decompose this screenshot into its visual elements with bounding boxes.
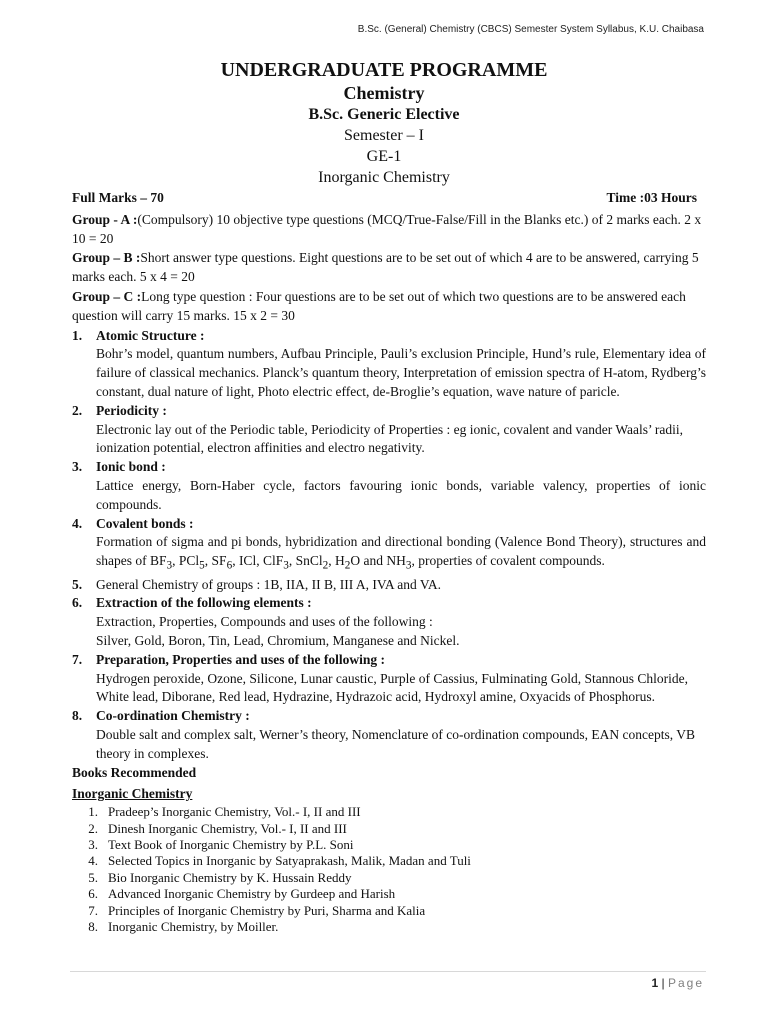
- book-number: 8.: [88, 919, 98, 935]
- group-b-label: Group – B :: [72, 250, 141, 266]
- topic-number: 1.: [72, 327, 83, 343]
- programme-title: UNDERGRADUATE PROGRAMME: [220, 59, 548, 81]
- book-item: [72, 837, 706, 853]
- chemical-formula: PCl$_5$: [178, 553, 205, 572]
- topic-number: 6.: [72, 595, 83, 611]
- topic-number: 2.: [72, 402, 83, 418]
- topic-coordination: [72, 707, 706, 763]
- formula-h2o: $H_2O$: [334, 553, 361, 572]
- covalent-text-end: , properties of covalent compounds.: [411, 553, 605, 569]
- semester-title: Semester – I: [344, 127, 424, 144]
- syllabus-content: [72, 189, 706, 935]
- chemical-formula: ClF$_3$: [262, 553, 289, 572]
- book-number: 1.: [88, 804, 98, 820]
- chemical-formula: ICl: [238, 553, 257, 569]
- topic-description: General Chemistry of groups : 1B, IIA, II B, III A, IVA and VA.: [96, 576, 441, 592]
- running-header: B.Sc. (General) Chemistry (CBCS) Semester System Syllabus, K.U. Chaibasa: [357, 24, 704, 35]
- group-c-text: Long type question : Four questions are to be set out of which two questions are to be answered each question will carry 15 marks. 15 x 2 = 30: [72, 288, 686, 323]
- book-title: Text Book of Inorganic Chemistry by P.L. Soni: [108, 837, 354, 852]
- topic-number: 5.: [72, 576, 83, 592]
- full-marks: Full Marks – 70: [72, 190, 164, 205]
- page-separator: |: [658, 976, 668, 990]
- group-a: [72, 211, 706, 249]
- book-number: 2.: [88, 820, 98, 836]
- topic-description: Electronic lay out of the Periodic table, Periodicity of Properties : eg ionic, covalent and vander Waals’ radii, ionization potential, electron affinities and electro negativity.: [96, 421, 683, 456]
- topic-covalent-bonds: [72, 515, 706, 576]
- topic-title: Atomic Structure :: [96, 327, 205, 343]
- and-word: and: [363, 553, 383, 569]
- formula-list: $BF_3$, PCl$_5$, $SF_6$, ICl, ClF$_3$, SnCl$_2$,: [150, 553, 335, 572]
- formula-nh3: $NH_3$: [386, 553, 412, 572]
- book-title: Inorganic Chemistry, by Moiller.: [108, 919, 279, 935]
- topic-extraction: [72, 594, 706, 650]
- topic-number: 3.: [72, 459, 83, 475]
- topic-group-chemistry: [72, 576, 706, 595]
- book-number: 4.: [88, 853, 98, 869]
- book-item: [72, 853, 706, 869]
- page-footer: [651, 976, 704, 990]
- topic-title: Preparation, Properties and uses of the following :: [96, 651, 385, 667]
- book-item: [72, 821, 706, 837]
- topic-description: Bohr’s model, quantum numbers, Aufbau Principle, Pauli’s exclusion Principle, Hund’s rule, Elementary idea of failure of classical mechanics. Planck’s quantum theory, Interpretation of emission spectra of H-atom, Rydberg’s constant, dual nature of light, Photo electric effect, de-Broglie’s equation, wave nature of paricle.: [96, 346, 706, 399]
- book-number: 5.: [88, 869, 98, 885]
- book-number: 3.: [88, 837, 98, 852]
- paper-title: Inorganic Chemistry: [318, 169, 450, 186]
- footer-divider: [70, 971, 706, 972]
- book-item: [72, 919, 706, 935]
- topic-description: Double salt and complex salt, Werner’s theory, Nomenclature of co-ordination compounds, EAN concepts, VB theory in complexes.: [96, 727, 696, 761]
- group-b: [72, 249, 706, 287]
- covalent-text-start: Formation of sigma and pi bonds, hybridization and directional bonding (Valence Bond Theory), structures and shapes of: [96, 534, 706, 569]
- book-number: 7.: [88, 902, 98, 918]
- topic-title: Ionic bond :: [96, 459, 166, 475]
- chemical-formula: SnCl$_2$: [295, 553, 329, 572]
- books-subheading: Inorganic Chemistry: [72, 786, 193, 802]
- book-title: Dinesh Inorganic Chemistry, Vol.- I, II and III: [108, 820, 347, 836]
- book-list: [72, 804, 706, 935]
- group-c: [72, 288, 706, 326]
- topic-title: Covalent bonds :: [96, 515, 194, 531]
- book-title: Bio Inorganic Chemistry by K. Hussain Reddy: [108, 869, 352, 885]
- book-item: [72, 903, 706, 919]
- subject-title: Chemistry: [343, 83, 425, 103]
- group-b-text: Short answer type questions. Eight questions are to be set out of which 4 are to be answered, carrying 5 marks each. 5 x 4 = 20: [72, 250, 699, 285]
- marks-row: [72, 189, 706, 208]
- page-word: Page: [667, 976, 704, 990]
- topic-description: Lattice energy, Born-Haber cycle, factors favouring ionic bonds, variable valency, properties of ionic compounds.: [96, 477, 706, 512]
- paper-code: GE-1: [366, 148, 402, 165]
- topic-periodicity: [72, 402, 706, 458]
- page-number: 1: [651, 976, 659, 990]
- topic-description: [96, 533, 706, 575]
- book-title: Principles of Inorganic Chemistry by Puri, Sharma and Kalia: [108, 902, 426, 918]
- topic-description-line: Extraction, Properties, Compounds and uses of the following :: [96, 614, 433, 630]
- books-heading: Books Recommended: [72, 764, 197, 780]
- topic-title: Extraction of the following elements :: [96, 595, 312, 611]
- exam-time: Time :03 Hours: [606, 190, 697, 205]
- group-c-label: Group – C :: [72, 288, 142, 304]
- book-title: Pradeep’s Inorganic Chemistry, Vol.- I, II and III: [108, 804, 361, 820]
- chemical-formula: $BF_3$: [150, 553, 173, 572]
- book-item: [72, 870, 706, 886]
- book-title: Selected Topics in Inorganic by Satyaprakash, Malik, Madan and Tuli: [108, 853, 471, 869]
- chemical-formula: $SF_6$: [211, 553, 233, 572]
- topic-number: 7.: [72, 651, 83, 667]
- book-title: Advanced Inorganic Chemistry by Gurdeep and Harish: [108, 886, 396, 902]
- book-item: [72, 804, 706, 820]
- topic-number: 4.: [72, 515, 83, 531]
- topic-preparation: [72, 651, 706, 707]
- topic-ionic-bond: [72, 458, 706, 514]
- topic-description: Hydrogen peroxide, Ozone, Silicone, Lunar caustic, Purple of Cassius, Fulminating Gold, Stannous Chloride, White lead, Diborane, Red lead, Hydrazine, Hydrazoic acid, Hydroxyl amine, Oxyacids of Phosphorus.: [96, 670, 689, 705]
- course-title: B.Sc. Generic Elective: [308, 106, 460, 123]
- book-number: 6.: [88, 886, 98, 902]
- group-a-label: Group - A :: [72, 211, 138, 227]
- title-block: [0, 58, 768, 188]
- topic-atomic-structure: [72, 327, 706, 402]
- topic-title: Periodicity :: [96, 402, 167, 418]
- topic-description-line: Silver, Gold, Boron, Tin, Lead, Chromium, Manganese and Nickel.: [96, 633, 460, 649]
- group-a-text: (Compulsory) 10 objective type questions (MCQ/True-False/Fill in the Blanks etc.) of 2 marks each. 2 x 10 = 20: [72, 211, 702, 246]
- topic-title: Co-ordination Chemistry :: [96, 708, 250, 724]
- book-item: [72, 886, 706, 902]
- topic-number: 8.: [72, 708, 83, 724]
